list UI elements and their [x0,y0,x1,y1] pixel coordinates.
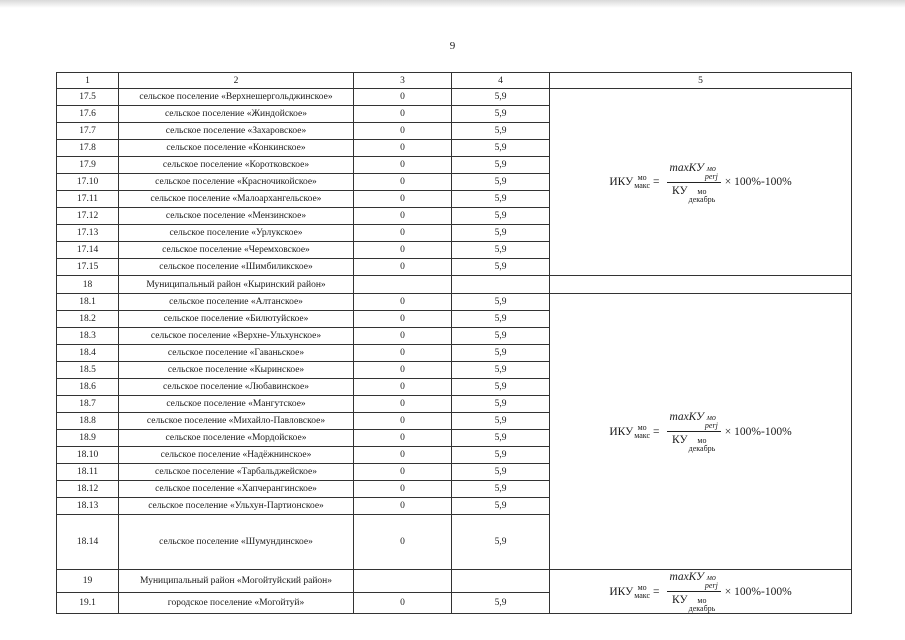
row-number: 18.5 [57,362,119,379]
formula-sub-lhs: макс [634,590,651,600]
row-number: 18.14 [57,515,119,570]
formula-lhs: ИКУ [609,176,634,188]
row-number: 17.13 [57,225,119,242]
value-col-4: 5,9 [452,481,550,498]
value-col-3 [354,570,452,593]
value-col-4: 5,9 [452,447,550,464]
settlement-name: сельское поселение «Надёжнинское» [119,447,354,464]
row-number: 18.4 [57,345,119,362]
row-number: 17.11 [57,191,119,208]
formula-num-sub: perj [704,581,718,590]
formula-sup: мо [637,582,647,592]
value-col-4: 5,9 [452,498,550,515]
settlement-name: сельское поселение «Мангутское» [119,396,354,413]
formula-num-sup: мо [706,413,716,422]
row-number: 18.6 [57,379,119,396]
value-col-3: 0 [354,294,452,311]
value-col-3: 0 [354,311,452,328]
settlement-name: сельское поселение «Ульхун-Партионское» [119,498,354,515]
value-col-5 [550,276,852,294]
value-col-4: 5,9 [452,430,550,447]
row-number: 17.5 [57,89,119,106]
row-number: 18.3 [57,328,119,345]
header-col-1: 1 [57,73,119,89]
row-number: 18.2 [57,311,119,328]
value-col-4: 5,9 [452,413,550,430]
formula-cell [550,570,852,614]
value-col-3: 0 [354,447,452,464]
value-col-3: 0 [354,259,452,276]
formula-cell [550,294,852,570]
value-col-3: 0 [354,396,452,413]
row-number: 18.10 [57,447,119,464]
settlement-name: сельское поселение «Шумундинское» [119,515,354,570]
settlement-name: сельское поселение «Верхне-Ульхунское» [119,328,354,345]
value-col-3: 0 [354,481,452,498]
value-col-3: 0 [354,225,452,242]
formula-lhs: ИКУ [609,585,634,598]
row-number: 18.9 [57,430,119,447]
value-col-3: 0 [354,515,452,570]
value-col-4: 5,9 [452,174,550,191]
settlement-name: сельское поселение «Алтанское» [119,294,354,311]
value-col-3: 0 [354,464,452,481]
row-number: 18.11 [57,464,119,481]
formula-denominator: КУ [672,184,688,197]
value-col-4: 5,9 [452,157,550,174]
formula-numerator: maxКУ [669,161,704,174]
formula-num-sub: perj [704,421,718,430]
value-col-3: 0 [354,140,452,157]
formula: ИКУ мо макс = maxКУ мо perj КУ мо декабрь × 100%-100% [609,161,792,204]
municipality-row [57,276,852,294]
value-col-3: 0 [354,345,452,362]
value-col-3: 0 [354,174,452,191]
value-col-3 [354,276,452,294]
formula-rest: × 100%-100% [724,585,792,598]
value-col-4: 5,9 [452,106,550,123]
settlement-name: сельское поселение «Кыринское» [119,362,354,379]
formula-numerator: maxКУ [669,411,704,423]
value-col-3: 0 [354,592,452,613]
value-col-4: 5,9 [452,123,550,140]
value-col-4: 5,9 [452,294,550,311]
value-col-3: 0 [354,106,452,123]
value-col-4: 5,9 [452,592,550,613]
header-col-3: 3 [354,73,452,89]
row-number: 18.7 [57,396,119,413]
value-col-4: 5,9 [452,191,550,208]
value-col-3: 0 [354,430,452,447]
value-col-4: 5,9 [452,328,550,345]
value-col-3: 0 [354,328,452,345]
formula-den-sub: декабрь [688,194,716,204]
value-col-4: 5,9 [452,379,550,396]
row-number: 17.7 [57,123,119,140]
value-col-4: 5,9 [452,225,550,242]
value-col-3: 0 [354,123,452,140]
row-number: 17.10 [57,174,119,191]
settlement-name: сельское поселение «Жиндойское» [119,106,354,123]
page-number: 9 [449,40,456,52]
row-number: 18.1 [57,294,119,311]
value-col-3: 0 [354,89,452,106]
row-number: 17.14 [57,242,119,259]
formula-den-sup: мо [697,596,707,605]
value-col-4: 5,9 [452,515,550,570]
settlement-name: сельское поселение «Урлукское» [119,225,354,242]
header-col-2: 2 [119,73,354,89]
formula-num-sup: мо [706,573,716,582]
value-col-3: 0 [354,413,452,430]
formula: ИКУ мо макс = maxКУ мо perj КУ мо декабрь × 100%-100% [609,571,792,613]
settlement-name: сельское поселение «Билютуйское» [119,311,354,328]
municipality-name: Муниципальный район «Могойтуйский район» [119,570,354,593]
formula-sub-lhs: макс [634,181,651,190]
value-col-3: 0 [354,157,452,174]
formula-sup: мо [637,422,647,432]
formula: ИКУ мо макс = maxКУ мо perj КУ мо декабрь × 100%-100% [609,411,792,453]
row-number: 17.6 [57,106,119,123]
settlement-name: сельское поселение «Гаваньское» [119,345,354,362]
formula-numerator: maxКУ [669,571,704,583]
formula-sub-lhs: макс [634,430,651,440]
settlement-name: сельское поселение «Малоархангельское» [119,191,354,208]
settlement-name: сельское поселение «Мордойское» [119,430,354,447]
value-col-4: 5,9 [452,259,550,276]
settlement-name: сельское поселение «Тарбальджейское» [119,464,354,481]
value-col-4: 5,9 [452,140,550,157]
settlement-name: сельское поселение «Хапчерангинское» [119,481,354,498]
value-col-4: 5,9 [452,89,550,106]
value-col-4: 5,9 [452,396,550,413]
municipality-row [57,570,852,593]
formula-lhs: ИКУ [609,425,634,438]
formula-sup: мо [637,173,647,182]
header-col-4: 4 [452,73,550,89]
tariff-table [56,72,852,614]
row-number: 18 [57,276,119,294]
table-row [57,294,852,311]
row-number: 18.12 [57,481,119,498]
settlement-name: сельское поселение «Конкинское» [119,140,354,157]
table-header-row [57,73,852,89]
settlement-name: сельское поселение «Михайло-Павловское» [119,413,354,430]
settlement-name: сельское поселение «Красночикойское» [119,174,354,191]
value-col-4: 5,9 [452,242,550,259]
formula-num-sup: мо [706,163,716,173]
page-top-edge [0,0,905,8]
formula-denominator: КУ [672,594,688,606]
settlement-name: сельское поселение «Черемховское» [119,242,354,259]
row-number: 17.15 [57,259,119,276]
table-row [57,89,852,106]
value-col-3: 0 [354,208,452,225]
header-col-5: 5 [550,73,852,89]
row-number: 17.12 [57,208,119,225]
value-col-4 [452,570,550,593]
formula-cell [550,89,852,276]
row-number: 19.1 [57,592,119,613]
formula-num-sub: perj [704,171,718,181]
value-col-4: 5,9 [452,311,550,328]
settlement-name: сельское поселение «Мензинское» [119,208,354,225]
formula-den-sup: мо [697,436,707,445]
value-col-3: 0 [354,242,452,259]
formula-den-sub: декабрь [688,604,716,613]
value-col-3: 0 [354,498,452,515]
value-col-3: 0 [354,379,452,396]
settlement-name: сельское поселение «Любавинское» [119,379,354,396]
value-col-4: 5,9 [452,208,550,225]
settlement-name: сельское поселение «Коротковское» [119,157,354,174]
value-col-4: 5,9 [452,362,550,379]
row-number: 17.8 [57,140,119,157]
settlement-name: сельское поселение «Захаровское» [119,123,354,140]
value-col-3: 0 [354,362,452,379]
value-col-4: 5,9 [452,464,550,481]
formula-rest: × 100%-100% [724,176,792,188]
settlement-name: городское поселение «Могойтуй» [119,592,354,613]
value-col-4: 5,9 [452,345,550,362]
formula-rest: × 100%-100% [724,425,792,438]
value-col-4 [452,276,550,294]
value-col-3: 0 [354,191,452,208]
settlement-name: сельское поселение «Шимбиликское» [119,259,354,276]
formula-denominator: КУ [672,434,688,446]
formula-den-sup: мо [697,186,707,196]
row-number: 18.13 [57,498,119,515]
formula-den-sub: декабрь [688,444,716,453]
row-number: 19 [57,570,119,593]
settlement-name: сельское поселение «Верхнешергольджинское» [119,89,354,106]
municipality-name: Муниципальный район «Кыринский район» [119,276,354,294]
row-number: 18.8 [57,413,119,430]
row-number: 17.9 [57,157,119,174]
